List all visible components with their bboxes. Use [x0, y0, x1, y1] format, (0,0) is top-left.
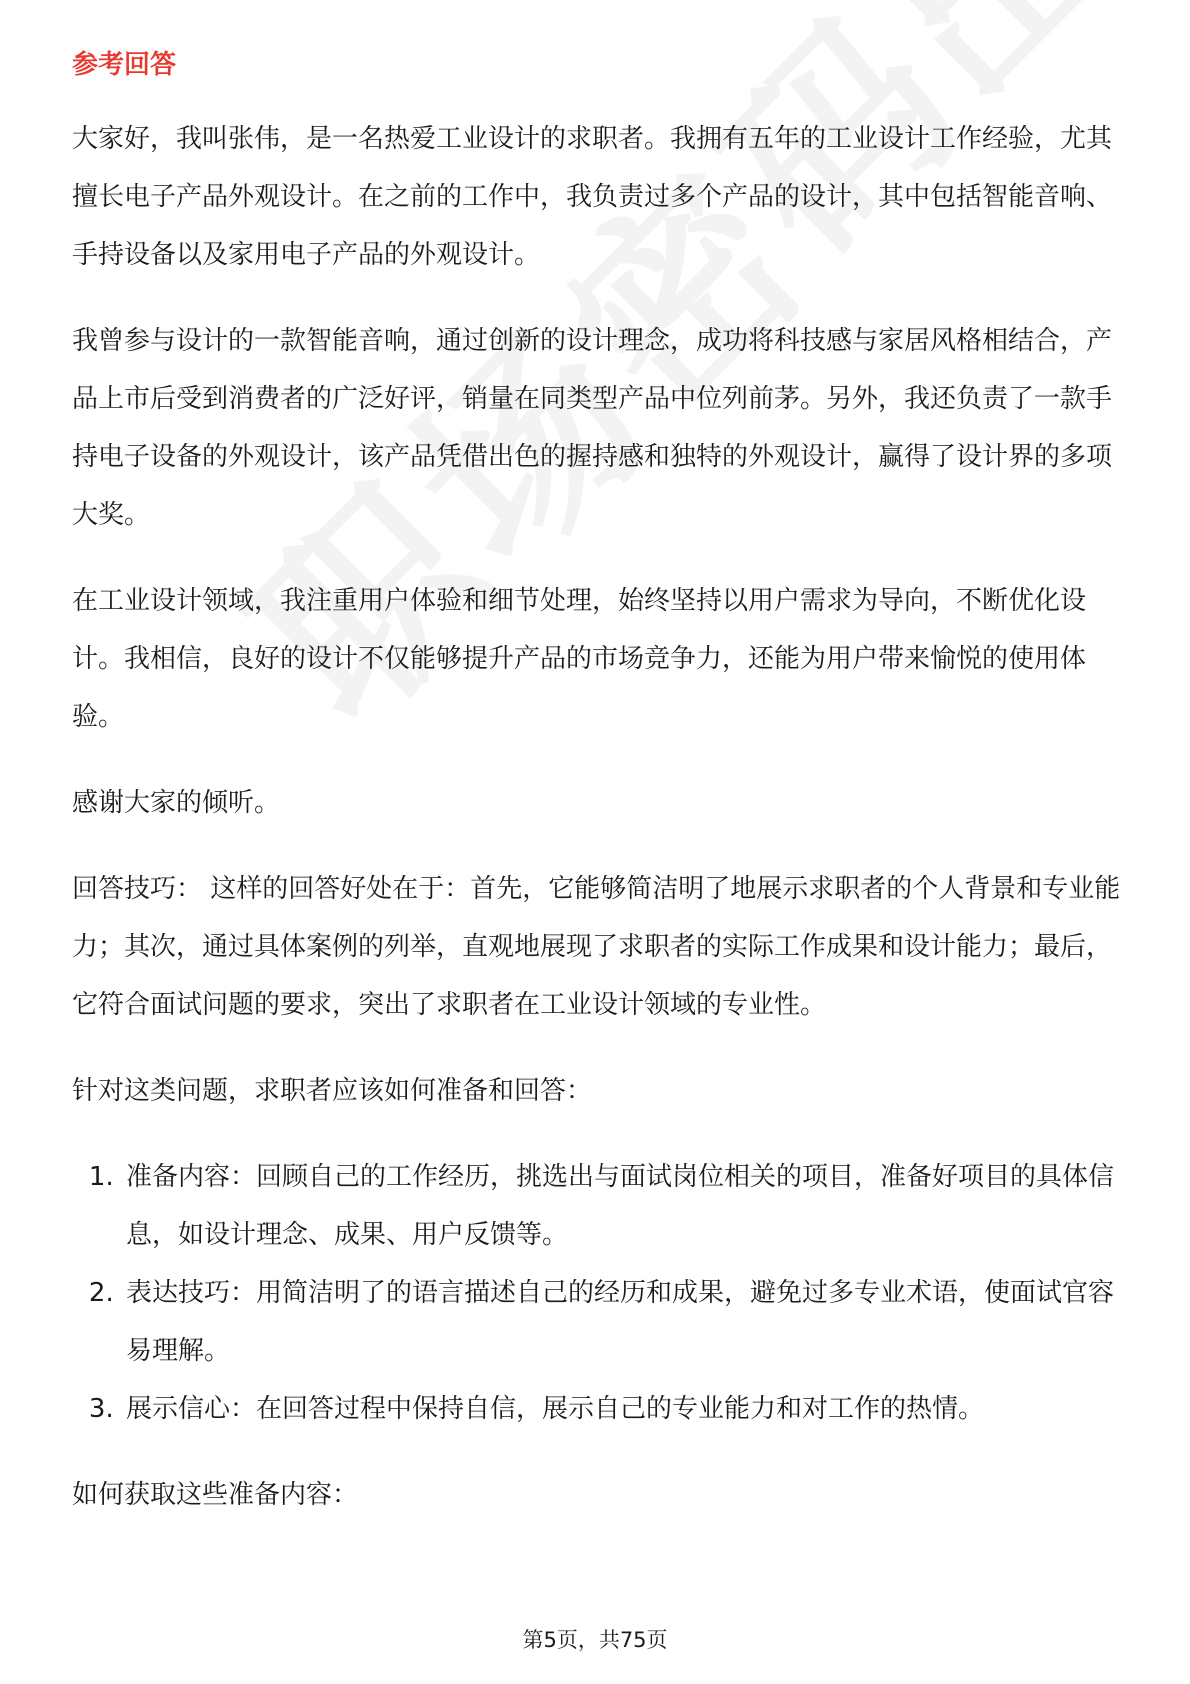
paragraph-how-to-prepare: 针对这类问题，求职者应该如何准备和回答：	[72, 1076, 593, 1106]
paragraph-philosophy: 在工业设计领域，我注重用户体验和细节处理，始终坚持以用户需求为导向，不断优化设计。我相信，良好的设计不仅能够提升产品的市场竞争力，还能为用户带来愉悦的使用体验。	[72, 586, 1087, 732]
paragraph-thanks: 感谢大家的倾听。	[72, 788, 281, 818]
paragraph-closing: 如何获取这些准备内容：	[72, 1480, 359, 1510]
page-footer: 第5页，共75页	[522, 1628, 668, 1652]
document-page	[72, 45, 1122, 1552]
paragraph-intro: 大家好，我叫张伟，是一名热爱工业设计的求职者。我拥有五年的工业设计工作经验，尤其擅长电子产品外观设计。在之前的工作中，我负责过多个产品的设计，其中包括智能音响、手持设备以及家用电子产品的外观设计。	[72, 124, 1113, 270]
list-item: 1. 准备内容：回顾自己的工作经历，挑选出与面试岗位相关的项目，准备好项目的具体信息，如设计理念、成果、用户反馈等。	[122, 1148, 1122, 1264]
paragraph-tips: 回答技巧： 这样的回答好处在于：首先，它能够简洁明了地展示求职者的个人背景和专业能力；其次，通过具体案例的列举，直观地展现了求职者的实际工作成果和设计能力；最后，它符合面试问题的要求，突出了求职者在工业设计领域的专业性。	[72, 874, 1121, 1020]
list-item: 2. 表达技巧：用简洁明了的语言描述自己的经历和成果，避免过多专业术语，使面试官容易理解。	[122, 1264, 1122, 1380]
paragraph-experience: 我曾参与设计的一款智能音响，通过创新的设计理念，成功将科技感与家居风格相结合，产品上市后受到消费者的广泛好评，销量在同类型产品中位列前茅。另外，我还负责了一款手持电子设备的外观设计，该产品凭借出色的握持感和独特的外观设计，赢得了设计界的多项大奖。	[72, 326, 1113, 530]
list-item: 3. 展示信心：在回答过程中保持自信，展示自己的专业能力和对工作的热情。	[122, 1380, 1122, 1438]
preparation-list	[72, 1148, 1122, 1438]
section-title: 参考回答	[72, 50, 177, 80]
